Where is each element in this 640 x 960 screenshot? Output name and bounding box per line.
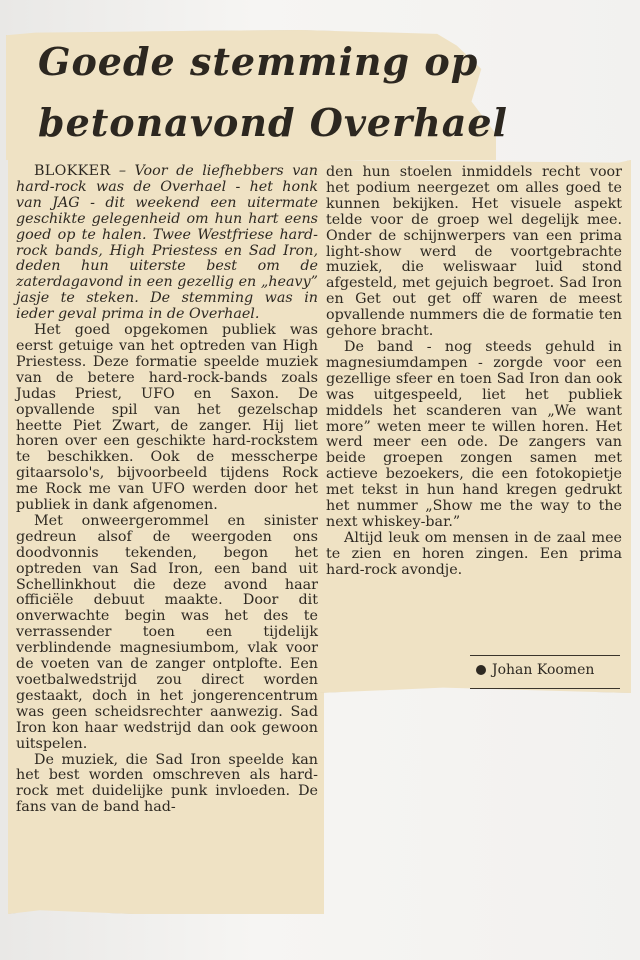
byline bbox=[476, 662, 594, 678]
body-paragraph: den hun stoelen inmiddels recht voor het podium neergezet om alles goed te kunnen bekijken. Het visuele aspekt telde voor de groep wel degelijk mee. Onder de schijnwerpers van een prima light-show werd de voortgebrachte muziek, die weliswaar luid stond afgesteld, met gejuich begroet. Sad Iron en Get out get off waren de meest opvallende nummers die de formatie ten gehore bracht. bbox=[326, 164, 622, 340]
article-left-column bbox=[16, 164, 318, 816]
byline-rule-top bbox=[470, 655, 620, 656]
bullet-icon bbox=[476, 665, 486, 675]
body-paragraph: Met onweergerommel en sinister gedreun alsof de weergoden ons doodvonnis tekenden, begon het optreden van Sad Iron, een band uit Schellinkhout die deze avond haar officiële debuut maakte. Door dit onverwachte begin was het des te verrassender toen een tijdelijk verblindende magnesiumbom, vlak voor de voeten van de zanger ontplofte. Een voetbalwedstrijd zou direct worden gestaakt, doch in het jongerencentrum was geen scheidsrechter aanwezig. Sad Iron kon haar wedstrijd dan ook gewoon uitspelen. bbox=[16, 512, 318, 752]
body-paragraph: Altijd leuk om mensen in de zaal mee te zien en horen zingen. Een prima hard-rock avondje. bbox=[326, 529, 622, 578]
byline-rule-bottom bbox=[470, 688, 620, 689]
author-name: Johan Koomen bbox=[492, 662, 595, 678]
body-paragraph: Het goed opgekomen publiek was eerst getuige van het optreden van High Priestess. Deze formatie speelde muziek van de betere hard-rock-bands zoals Judas Priest, UFO en Saxon. De opvallende spil van het gezelschap heette Piet Zwart, de zanger. Hij liet horen over een geschikte hard-rockstem te beschikken. Ook de messcherpe gitaarsolo's, bijvoorbeeld tijdens Rock me Rock me van UFO werden door het publiek in dank afgenomen. bbox=[16, 322, 318, 514]
intro-text: – Voor de liefhebbers van hard-rock was de Overhael - het honk van JAG - dit weekend een uitermate geschikte gelegenheid om hun hart eens goed op te halen. Twee Westfriese hard-rock bands, High Priestess en Sad Iron, deden hun uiterste best om de zaterdagavond in een gezellig en „heavy” jasje te steken. De stemming was in ieder geval prima in de Overhael. bbox=[16, 163, 318, 323]
article-right-column bbox=[326, 165, 622, 579]
dateline: BLOKKER bbox=[34, 163, 111, 179]
headline-line-1: Goede stemming op bbox=[38, 39, 479, 84]
headline-line-2: betonavond Overhael bbox=[38, 100, 508, 145]
intro-paragraph bbox=[16, 164, 318, 323]
body-paragraph: De muziek, die Sad Iron speelde kan het best worden omschreven als hard-rock met duidelijke punk invloeden. De fans van de band had- bbox=[16, 751, 318, 816]
body-paragraph: De band - nog steeds gehuld in magnesiumdampen - zorgde voor een gezellige sfeer en toen Sad Iron dan ook was uitgespeeld, liet het publiek middels het scanderen van „We want more” weten meer te willen horen. Het werd meer een ode. De zangers van beide groepen zongen samen met actieve bezoekers, die een fotokopietje met tekst in hun hand kregen gedrukt het nummer „Show me the way to the next whiskey-bar.” bbox=[326, 338, 622, 530]
